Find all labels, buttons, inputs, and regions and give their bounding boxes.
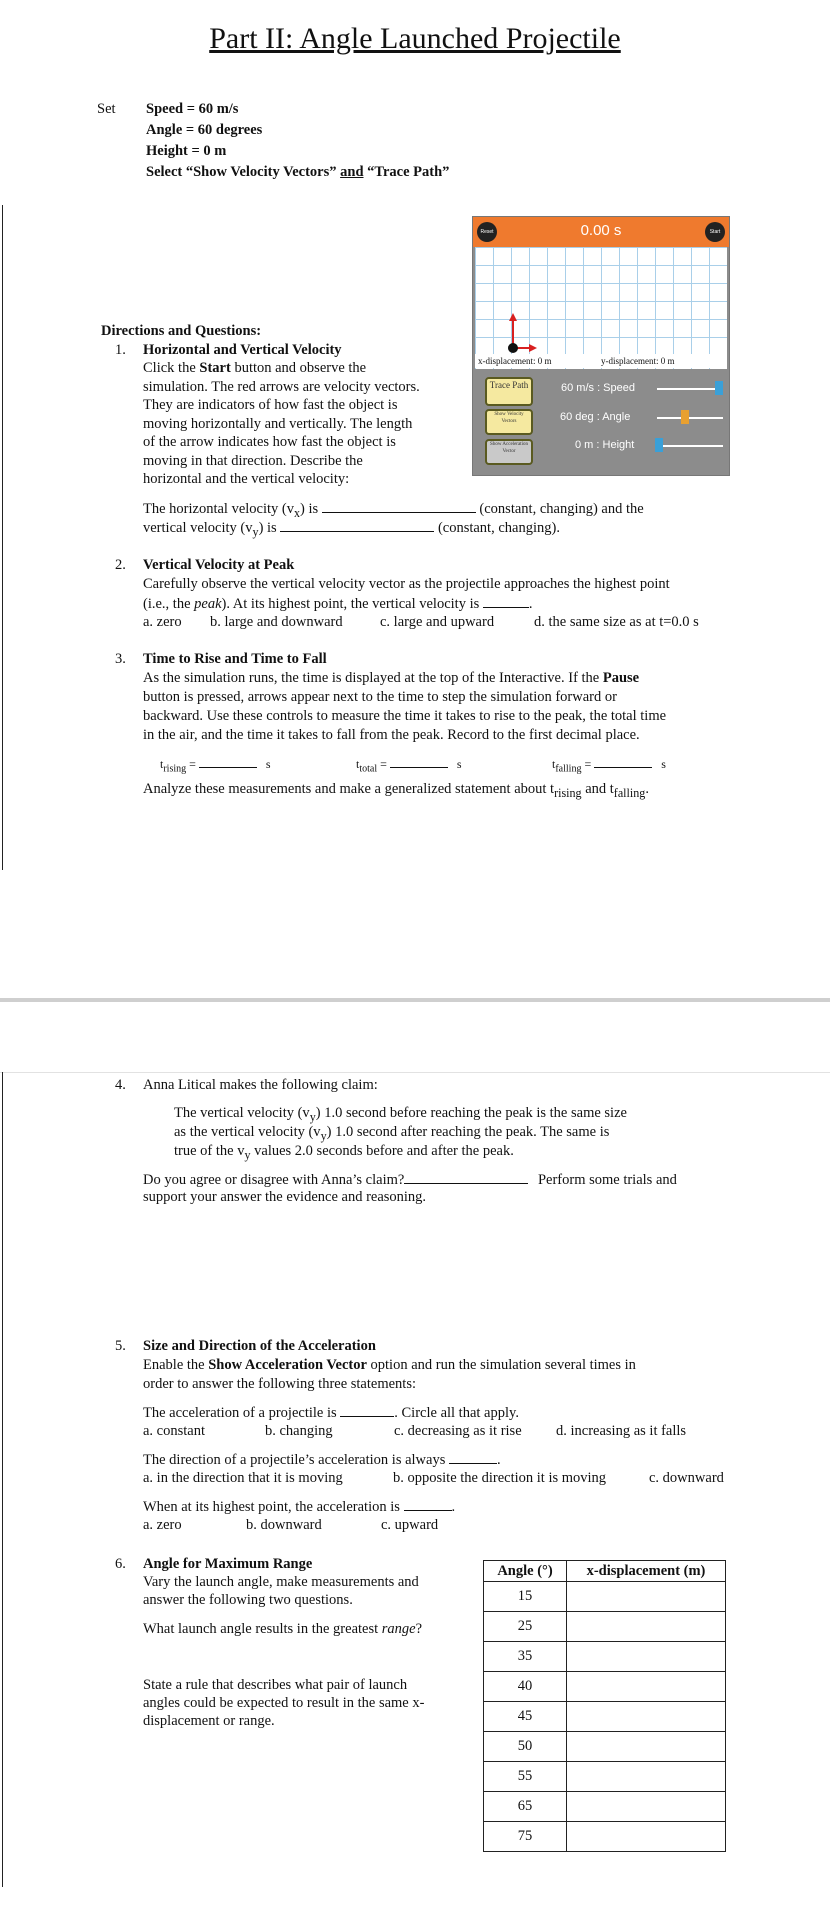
q1-line-7: horizontal and the vertical velocity: — [143, 471, 350, 487]
t-rising-blank[interactable] — [199, 754, 257, 768]
table-row — [484, 1672, 726, 1702]
x-displacement-cell[interactable] — [567, 1672, 726, 1702]
highest-point-blank[interactable] — [404, 1497, 452, 1511]
speed-slider-knob[interactable] — [715, 381, 723, 395]
t-total-blank[interactable] — [390, 754, 448, 768]
q3-number: 3. — [115, 651, 126, 667]
q5-s3-option-b[interactable]: b. downward — [246, 1517, 322, 1533]
x-displacement-cell[interactable] — [567, 1702, 726, 1732]
height-slider-track[interactable] — [657, 445, 723, 447]
table-row — [484, 1702, 726, 1732]
speed-label: 60 m/s : Speed — [561, 382, 635, 394]
setup-angle: Angle = 60 degrees — [146, 122, 263, 138]
t-falling-field: $t_{falling} = s$ — [552, 754, 666, 778]
show-velocity-button[interactable]: Show Velocity Vectors — [485, 409, 533, 435]
q5-heading: Size and Direction of the Acceleration — [143, 1338, 376, 1354]
q6-line-1: Vary the launch angle, make measurements and — [143, 1574, 419, 1590]
q6-rule-1: State a rule that describes what pair of launch — [143, 1677, 408, 1693]
left-margin-rule-2 — [2, 1072, 3, 1887]
table-row — [484, 1792, 726, 1822]
q3-heading: Time to Rise and Time to Fall — [143, 651, 327, 667]
q4-number: 4. — [115, 1077, 126, 1093]
angle-cell: 40 — [484, 1672, 567, 1702]
x-displacement-cell[interactable] — [567, 1792, 726, 1822]
q1-vertical-answer: vertical velocity $(v_y)$ is (constant, changing). — [143, 520, 560, 539]
angle-cell: 15 — [484, 1582, 567, 1612]
q3-line-2: button is pressed, arrows appear next to the time to step the simulation forward or — [143, 689, 617, 705]
angle-cell: 35 — [484, 1642, 567, 1672]
q4-intro: Anna Litical makes the following claim: — [143, 1077, 378, 1093]
q3-line-1: As the simulation runs, the time is displayed at the top of the Interactive. If the Pause — [143, 670, 640, 686]
q6-rule-2: angles could be expected to result in the same x- — [143, 1695, 425, 1711]
q4-claim-2: as the vertical velocity $(v_y)$ 1.0 second after reaching the peak. The same is — [174, 1124, 610, 1143]
q4-agree: Do you agree or disagree with Anna’s claim? Perform some trials and — [143, 1172, 677, 1188]
q2-number: 2. — [115, 557, 126, 573]
vertical-arrowhead — [509, 313, 517, 321]
horizontal-velocity-blank[interactable] — [322, 499, 476, 513]
table-row — [484, 1822, 726, 1852]
q5-s1-option-a[interactable]: a. constant — [143, 1423, 206, 1439]
q1-line-2: simulation. The red arrows are velocity vectors. — [143, 379, 420, 395]
q3-line-4: in the air, and the time it takes to fall from the peak. Record to the first decimal place. — [143, 727, 640, 743]
q5-s3-option-c[interactable]: c. upward — [381, 1517, 439, 1533]
trace-path-button[interactable]: Trace Path — [485, 377, 533, 406]
angle-slider-knob[interactable] — [681, 410, 689, 424]
speed-slider-track[interactable] — [657, 388, 723, 390]
q5-s2-option-b[interactable]: b. opposite the direction it is moving — [393, 1470, 607, 1486]
angle-cell: 65 — [484, 1792, 567, 1822]
simulation-widget — [472, 216, 730, 476]
projectile-vectors — [473, 217, 729, 377]
page-divider — [0, 998, 830, 1002]
q3-analyze: Analyze these measurements and make a generalized statement about $t_{rising}$ and $t_{falling}$. — [143, 781, 649, 800]
q6-rule-3: displacement or range. — [143, 1713, 275, 1729]
displacement-readout — [475, 354, 727, 368]
q2-option-d[interactable]: d. the same size as at t=0.0 s — [534, 614, 699, 630]
angle-label: 60 deg : Angle — [560, 411, 631, 423]
projectile-ball — [508, 343, 518, 353]
agree-blank[interactable] — [404, 1170, 528, 1184]
q6-line-2: answer the following two questions. — [143, 1592, 353, 1608]
q5-line-2: order to answer the following three statements: — [143, 1376, 417, 1392]
q2-heading: Vertical Velocity at Peak — [143, 557, 295, 573]
q5-line-1: Enable the Show Acceleration Vector option and run the simulation several times in — [143, 1357, 636, 1373]
angle-cell: 55 — [484, 1762, 567, 1792]
x-displacement: x-displacement: 0 m — [478, 356, 552, 366]
x-displacement-cell[interactable] — [567, 1612, 726, 1642]
page-title: Part II: Angle Launched Projectile — [209, 22, 621, 55]
q5-s1-option-b[interactable]: b. changing — [265, 1423, 333, 1439]
left-margin-rule — [2, 205, 3, 870]
x-displacement-cell[interactable] — [567, 1822, 726, 1852]
q3-line-3: backward. Use these controls to measure the time it takes to rise to the peak, the total time — [143, 708, 667, 724]
y-displacement: y-displacement: 0 m — [601, 356, 675, 366]
setup-height: Height = 0 m — [146, 143, 227, 159]
q2-option-a[interactable]: a. zero — [143, 614, 182, 630]
angle-cell: 25 — [484, 1612, 567, 1642]
setup-speed: Speed = 60 m/s — [146, 101, 239, 117]
q5-s2-option-c[interactable]: c. downward — [649, 1470, 724, 1486]
q5-number: 5. — [115, 1338, 126, 1354]
t-rising-field: $t_{rising} = s$ — [160, 754, 271, 778]
q1-line-3: They are indicators of how fast the object is — [143, 397, 398, 413]
angle-slider-track[interactable] — [657, 417, 723, 419]
angle-cell: 50 — [484, 1732, 567, 1762]
setup-select: Select “Show Velocity Vectors” and “Trace Path” — [146, 164, 450, 180]
reset-button[interactable]: Reset — [477, 222, 497, 242]
start-button[interactable]: Start — [705, 222, 725, 242]
q2-line-2: (i.e., the peak). At its highest point, the vertical velocity is . — [143, 596, 533, 612]
height-slider-knob[interactable] — [655, 438, 663, 452]
q2-option-c[interactable]: c. large and upward — [380, 614, 495, 630]
table-row — [484, 1762, 726, 1792]
q1-number: 1. — [115, 342, 126, 358]
q6-question: What launch angle results in the greatest range? — [143, 1621, 423, 1637]
q1-line-6: moving in that direction. Describe the — [143, 453, 363, 469]
x-displacement-column-header: x-displacement (m) — [567, 1561, 726, 1582]
q5-s2-option-a[interactable]: a. in the direction that it is moving — [143, 1470, 343, 1486]
peak-velocity-blank[interactable] — [483, 594, 529, 608]
q1-line-1: Click the Start button and observe the — [143, 360, 367, 376]
q4-claim-1: The vertical velocity $(v_y)$ 1.0 second before reaching the peak is the same size — [174, 1105, 627, 1124]
q5-s3-option-a[interactable]: a. zero — [143, 1517, 182, 1533]
acceleration-blank[interactable] — [340, 1403, 394, 1417]
set-label: Set — [97, 101, 116, 117]
angle-cell: 45 — [484, 1702, 567, 1732]
q5-statement-3: When at its highest point, the acceleration is . — [143, 1499, 456, 1515]
q5-s1-option-d[interactable]: d. increasing as it falls — [556, 1423, 687, 1439]
table-row — [484, 1582, 726, 1612]
q1-line-4: moving horizontally and vertically. The length — [143, 416, 413, 432]
q1-line-5: of the arrow indicates how fast the object is — [143, 434, 396, 450]
q5-statement-2: The direction of a projectile’s acceleration is always . — [143, 1452, 501, 1468]
table-row — [484, 1732, 726, 1762]
horizontal-arrowhead — [529, 344, 537, 352]
x-displacement-cell[interactable] — [567, 1582, 726, 1612]
show-acceleration-button[interactable]: Show Acceleration Vector — [485, 439, 533, 465]
q2-line-1: Carefully observe the vertical velocity vector as the projectile approaches the highest point — [143, 576, 670, 592]
t-total-field: $t_{total} = s$ — [356, 754, 462, 778]
height-label: 0 m : Height — [575, 439, 635, 451]
x-displacement-cell[interactable] — [567, 1732, 726, 1762]
directions-heading: Directions and Questions: — [101, 323, 262, 339]
q1-heading: Horizontal and Vertical Velocity — [143, 342, 342, 358]
x-displacement-cell[interactable] — [567, 1642, 726, 1672]
x-displacement-cell[interactable] — [567, 1762, 726, 1792]
angle-column-header: Angle (°) — [484, 1561, 567, 1582]
q5-s1-option-c[interactable]: c. decreasing as it rise — [394, 1423, 522, 1439]
sim-time-display: 0.00 s — [580, 222, 622, 239]
q5-statement-1: The acceleration of a projectile is . Circle all that apply. — [143, 1405, 519, 1421]
q1-horizontal-answer: The horizontal velocity $(v_x)$ is (constant, changing) and the — [143, 501, 644, 520]
q6-heading: Angle for Maximum Range — [143, 1556, 313, 1572]
q6-number: 6. — [115, 1556, 126, 1572]
direction-blank[interactable] — [449, 1450, 497, 1464]
t-falling-blank[interactable] — [594, 754, 652, 768]
q4-claim-3: true of the $v_y$ values 2.0 seconds before and after the peak. — [174, 1143, 514, 1162]
q4-support: support your answer the evidence and reasoning. — [143, 1189, 427, 1205]
table-row — [484, 1642, 726, 1672]
page-top-rule — [0, 1072, 830, 1073]
angle-cell: 75 — [484, 1822, 567, 1852]
table-row — [484, 1612, 726, 1642]
angle-range-table — [483, 1560, 726, 1852]
vertical-velocity-blank[interactable] — [280, 518, 434, 532]
q2-option-b[interactable]: b. large and downward — [210, 614, 343, 630]
